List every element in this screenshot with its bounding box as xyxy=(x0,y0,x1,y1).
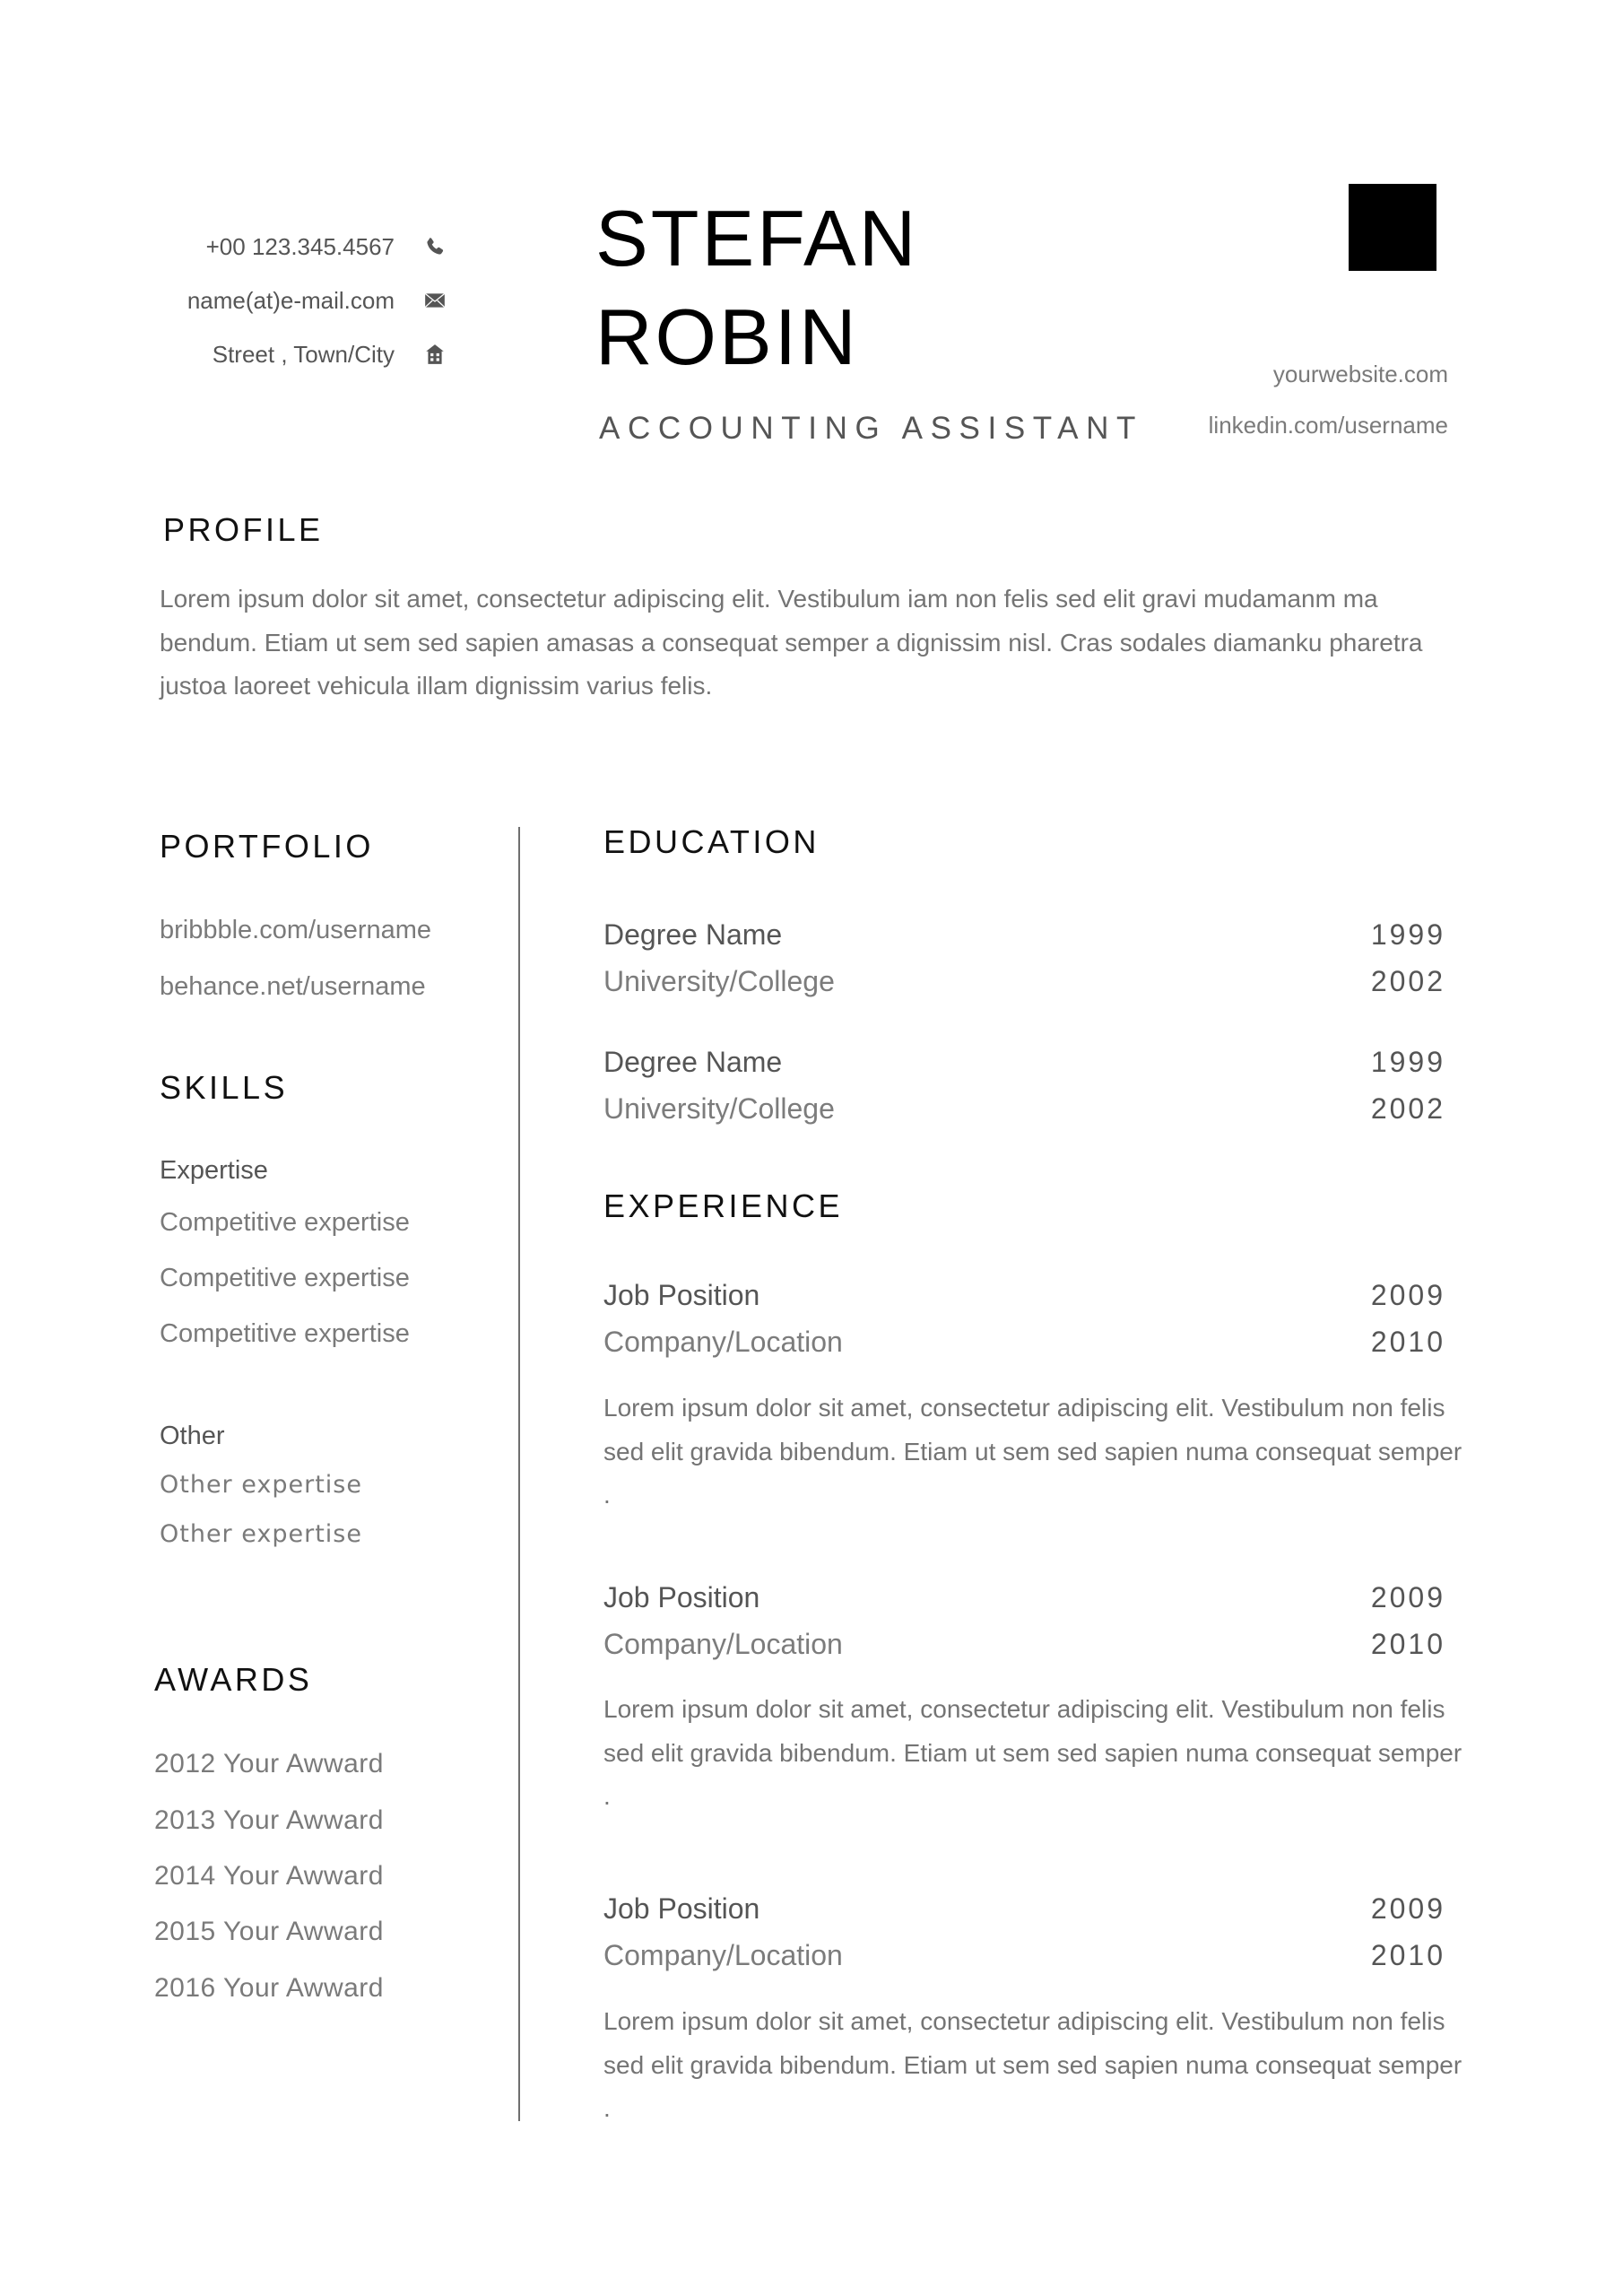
education-end-year: 2002 xyxy=(1370,965,1445,997)
skill-item: Competitive expertise xyxy=(160,1208,410,1237)
experience-heading: EXPERIENCE xyxy=(603,1187,844,1224)
award-item: 2014 Your Awward xyxy=(154,1861,384,1891)
education-start-year: 1999 xyxy=(1370,1046,1445,1078)
skills-heading: SKILLS xyxy=(160,1069,289,1106)
website-link[interactable]: yourwebsite.com xyxy=(1272,361,1448,387)
envelope-icon xyxy=(421,287,448,314)
skill-item: Competitive expertise xyxy=(160,1264,410,1292)
job-position: Job Position xyxy=(603,1892,760,1925)
company-location: Company/Location xyxy=(603,1326,843,1358)
job-end-year: 2010 xyxy=(1370,1628,1445,1660)
job-description: Lorem ipsum dolor sit amet, consectetur adipiscing elit. Vestibulum non felis sed elit gravida bibendum. Etiam ut sem sed sapien numa consequat semper . xyxy=(603,1695,1462,1810)
portfolio-link-behance[interactable]: behance.net/username xyxy=(160,972,426,1001)
profile-text: Lorem ipsum dolor sit amet, consectetur adipiscing elit. Vestibulum iam non felis sed elit gravi mudamanm ma bendum. Etiam ut sem sed sapien amasas a consequat semper a dignissim nisl. Cras sodales diamanku pharetra justoa laoreet vehicula illam dignissim varius felis. xyxy=(160,585,1423,700)
job-end-year: 2010 xyxy=(1370,1326,1445,1358)
education-start-year: 1999 xyxy=(1370,918,1445,951)
contact-email-row xyxy=(108,283,448,318)
school-name: University/College xyxy=(603,965,835,997)
education-heading: EDUCATION xyxy=(603,823,820,860)
street-address: Street , Town/City xyxy=(212,340,395,368)
portfolio-heading: PORTFOLIO xyxy=(160,828,374,865)
linkedin-link[interactable]: linkedin.com/username xyxy=(1208,412,1448,439)
email-address[interactable]: name(at)e-mail.com xyxy=(187,286,395,314)
job-end-year: 2010 xyxy=(1370,1939,1445,1971)
job-start-year: 2009 xyxy=(1370,1279,1445,1311)
company-location: Company/Location xyxy=(603,1628,843,1660)
column-divider xyxy=(518,827,520,2121)
house-icon xyxy=(421,341,448,368)
job-position: Job Position xyxy=(603,1581,760,1613)
other-skill-item: Other expertise xyxy=(160,1471,362,1499)
degree-name: Degree Name xyxy=(603,1046,783,1078)
award-item: 2015 Your Awward xyxy=(154,1917,384,1946)
job-description: Lorem ipsum dolor sit amet, consectetur adipiscing elit. Vestibulum non felis sed elit gravida bibendum. Etiam ut sem sed sapien numa consequat semper . xyxy=(603,1394,1462,1509)
award-item: 2012 Your Awward xyxy=(154,1749,384,1779)
skills-expertise-label: Expertise xyxy=(160,1156,268,1185)
award-item: 2016 Your Awward xyxy=(154,1973,384,2003)
education-end-year: 2002 xyxy=(1370,1092,1445,1125)
skills-other-label: Other xyxy=(160,1422,225,1450)
contact-phone-row xyxy=(108,229,448,265)
other-skill-item: Other expertise xyxy=(160,1520,362,1548)
award-item: 2013 Your Awward xyxy=(154,1805,384,1835)
school-name: University/College xyxy=(603,1092,835,1125)
phone-icon xyxy=(421,233,448,260)
contact-address-row xyxy=(108,336,448,372)
portfolio-link-dribbble[interactable]: bribbble.com/username xyxy=(160,916,432,944)
job-position: Job Position xyxy=(603,1279,760,1311)
last-name: ROBIN xyxy=(595,292,859,381)
profile-photo-placeholder xyxy=(1349,184,1436,271)
job-description: Lorem ipsum dolor sit amet, consectetur adipiscing elit. Vestibulum non felis sed elit gravida bibendum. Etiam ut sem sed sapien numa consequat semper . xyxy=(603,2007,1462,2122)
profile-heading: PROFILE xyxy=(163,511,324,548)
degree-name: Degree Name xyxy=(603,918,783,951)
job-start-year: 2009 xyxy=(1370,1892,1445,1925)
company-location: Company/Location xyxy=(603,1939,843,1971)
job-start-year: 2009 xyxy=(1370,1581,1445,1613)
job-title: ACCOUNTING ASSISTANT xyxy=(599,411,1143,446)
first-name: STEFAN xyxy=(595,194,919,283)
awards-heading: AWARDS xyxy=(154,1661,313,1698)
phone-number[interactable]: +00 123.345.4567 xyxy=(205,232,395,260)
skill-item: Competitive expertise xyxy=(160,1319,410,1348)
